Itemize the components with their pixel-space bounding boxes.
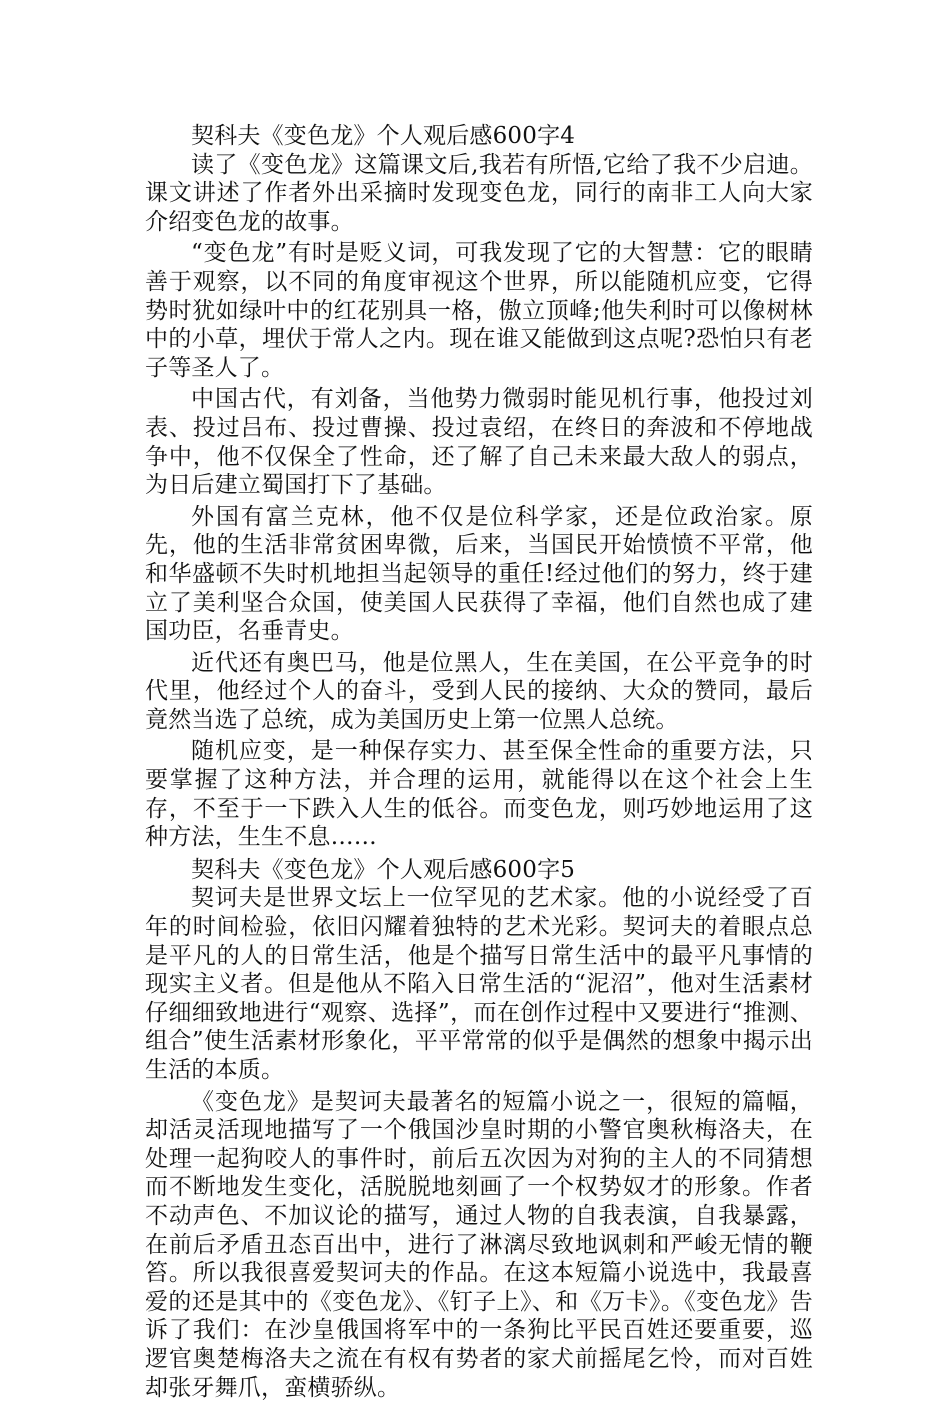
document-body — [145, 118, 813, 1405]
section-5-paragraph-1: 契诃夫是世界文坛上一位罕见的艺术家。他的小说经受了百年的时间检验，依旧闪耀着独特的艺术光彩。契诃夫的着眼点总是平凡的人的日常生活，他是个描写日常生活中的最平凡事情的现实主义者。但是他从不陷入日常生活的“泥沼”，他对生活素材仔细细致地进行“观察、选择”，而在创作过程中又要进行“推测、组合”使生活素材形象化，平平常常的似乎是偶然的想象中揭示出生活的本质。 — [145, 885, 813, 1083]
section-4-paragraph-4: 外国有富兰克林，他不仅是位科学家，还是位政治家。原先，他的生活非常贫困卑微，后来，当国民开始愤愤不平常，他和华盛顿不失时机地担当起领导的重任!经过他们的努力，终于建立了美利坚合众国，使美国人民获得了幸福，他们自然也成了建国功臣，名垂青史。 — [145, 503, 813, 645]
section-5-paragraph-2: 《变色龙》是契诃夫最著名的短篇小说之一，很短的篇幅，却活灵活现地描写了一个俄国沙皇时期的小警官奥秋梅洛夫，在处理一起狗咬人的事件时，前后五次因为对狗的主人的不同猜想而不断地发生变化，活脱脱地刻画了一个权势奴才的形象。作者不动声色、不加议论的描写，通过人物的自我表演，自我暴露，在前后矛盾丑态百出中，进行了淋漓尽致地讽刺和严峻无情的鞭笞。所以我很喜爱契诃夫的作品。在这本短篇小说选中，我最喜爱的还是其中的《变色龙》、《钉子上》、和《万卡》。《变色龙》告诉了我们：在沙皇俄国将军中的一条狗比平民百姓还要重要，巡逻官奥楚梅洛夫之流在有权有势者的家犬前摇尾乞怜，而对百姓却张牙舞爪，蛮横骄纵。 — [145, 1088, 813, 1401]
section-4-paragraph-5: 近代还有奥巴马，他是位黑人，生在美国，在公平竞争的时代里，他经过个人的奋斗，受到人民的接纳、大众的赞同，最后竟然当选了总统，成为美国历史上第一位黑人总统。 — [145, 649, 813, 733]
section-4-paragraph-2: “变色龙”有时是贬义词，可我发现了它的大智慧：它的眼睛善于观察，以不同的角度审视这个世界，所以能随机应变，它得势时犹如绿叶中的红花别具一格，傲立顶峰;他失利时可以像树林中的小草，埋伏于常人之内。现在谁又能做到这点呢?恐怕只有老子等圣人了。 — [145, 240, 813, 381]
section-4-title: 契科夫《变色龙》个人观后感600字4 — [191, 123, 576, 149]
section-5-title: 契科夫《变色龙》个人观后感600字5 — [191, 856, 576, 883]
section-4-paragraph-1: 读了《变色龙》这篇课文后,我若有所悟,它给了我不少启迪。课文讲述了作者外出采摘时发现变色龙，同行的南非工人向大家介绍变色龙的故事。 — [145, 151, 813, 235]
section-4-paragraph-6: 随机应变，是一种保存实力、甚至保全性命的重要方法，只要掌握了这种方法，并合理的运用，就能得以在这个社会上生存，不至于一下跌入人生的低谷。而变色龙，则巧妙地运用了这种方法，生生不息…… — [145, 738, 813, 851]
section-4-paragraph-3: 中国古代，有刘备，当他势力微弱时能见机行事，他投过刘表、投过吕布、投过曹操、投过袁绍，在终日的奔波和不停地战争中，他不仅保全了性命，还了解了自己未来最大敌人的弱点，为日后建立蜀国打下了基础。 — [145, 386, 813, 499]
